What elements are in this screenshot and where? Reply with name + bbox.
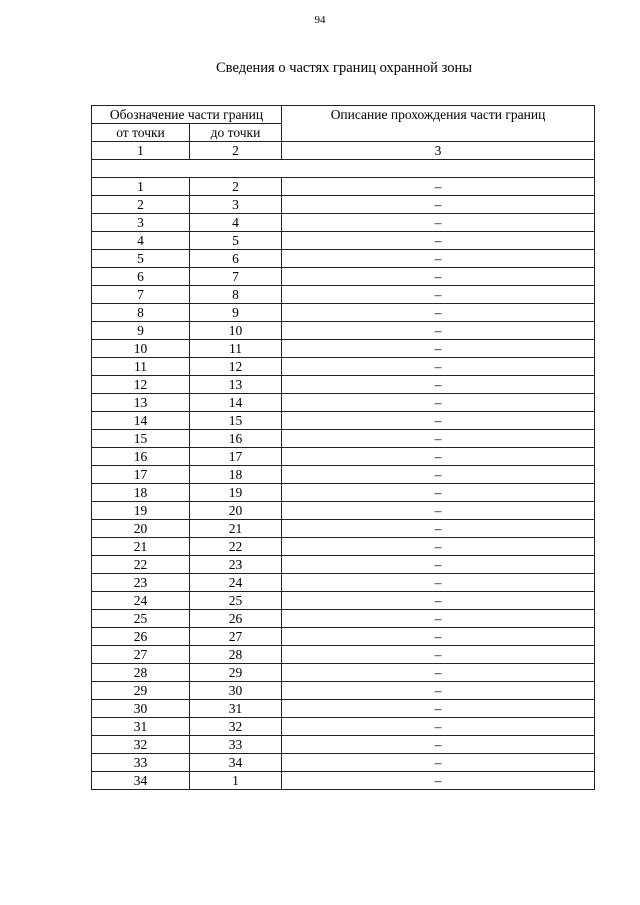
description-cell: – [282, 466, 595, 484]
to-point-cell: 24 [190, 574, 282, 592]
description-cell: – [282, 628, 595, 646]
description-cell: – [282, 250, 595, 268]
table-row [92, 376, 595, 394]
description-cell: – [282, 772, 595, 790]
to-point-cell: 34 [190, 754, 282, 772]
from-point-cell: 4 [92, 232, 190, 250]
description-cell: – [282, 178, 595, 196]
from-point-cell: 13 [92, 394, 190, 412]
from-point-cell: 33 [92, 754, 190, 772]
table-row [92, 304, 595, 322]
to-point-cell: 21 [190, 520, 282, 538]
to-point-cell: 16 [190, 430, 282, 448]
table-row [92, 394, 595, 412]
to-point-cell: 15 [190, 412, 282, 430]
column-number-3: 3 [282, 142, 595, 160]
from-point-cell: 2 [92, 196, 190, 214]
boundary-parts-table [91, 105, 595, 790]
to-point-cell: 25 [190, 592, 282, 610]
to-point-cell: 26 [190, 610, 282, 628]
to-point-cell: 23 [190, 556, 282, 574]
from-point-cell: 7 [92, 286, 190, 304]
header-boundary-designation: Обозначение части границ [92, 106, 282, 124]
to-point-cell: 31 [190, 700, 282, 718]
table-row [92, 340, 595, 358]
table-header-row-group [92, 106, 595, 124]
description-cell: – [282, 574, 595, 592]
to-point-cell: 29 [190, 664, 282, 682]
from-point-cell: 16 [92, 448, 190, 466]
table-row [92, 322, 595, 340]
from-point-cell: 32 [92, 736, 190, 754]
to-point-cell: 12 [190, 358, 282, 376]
table-row [92, 412, 595, 430]
column-numbers-row [92, 142, 595, 160]
to-point-cell: 20 [190, 502, 282, 520]
table-row [92, 448, 595, 466]
to-point-cell: 10 [190, 322, 282, 340]
from-point-cell: 6 [92, 268, 190, 286]
from-point-cell: 9 [92, 322, 190, 340]
description-cell: – [282, 412, 595, 430]
table-body [92, 178, 595, 790]
description-cell: – [282, 592, 595, 610]
from-point-cell: 34 [92, 772, 190, 790]
table-row [92, 502, 595, 520]
description-cell: – [282, 196, 595, 214]
table-row [92, 538, 595, 556]
to-point-cell: 18 [190, 466, 282, 484]
to-point-cell: 17 [190, 448, 282, 466]
description-cell: – [282, 304, 595, 322]
from-point-cell: 22 [92, 556, 190, 574]
to-point-cell: 8 [190, 286, 282, 304]
table-row [92, 520, 595, 538]
description-cell: – [282, 340, 595, 358]
table-row [92, 214, 595, 232]
table-row [92, 556, 595, 574]
to-point-cell: 13 [190, 376, 282, 394]
to-point-cell: 32 [190, 718, 282, 736]
table-row [92, 646, 595, 664]
description-cell: – [282, 646, 595, 664]
description-cell: – [282, 322, 595, 340]
to-point-cell: 28 [190, 646, 282, 664]
document-title: Сведения о частях границ охранной зоны [216, 60, 472, 76]
table-row [92, 178, 595, 196]
column-number-2: 2 [190, 142, 282, 160]
table-row [92, 268, 595, 286]
table-row [92, 484, 595, 502]
description-cell: – [282, 430, 595, 448]
header-description: Описание прохождения части границ [282, 106, 595, 142]
from-point-cell: 19 [92, 502, 190, 520]
header-to-point: до точки [190, 124, 282, 142]
from-point-cell: 21 [92, 538, 190, 556]
section-row [92, 160, 595, 178]
to-point-cell: 4 [190, 214, 282, 232]
to-point-cell: 11 [190, 340, 282, 358]
to-point-cell: 19 [190, 484, 282, 502]
column-number-1: 1 [92, 142, 190, 160]
description-cell: – [282, 556, 595, 574]
from-point-cell: 3 [92, 214, 190, 232]
from-point-cell: 14 [92, 412, 190, 430]
to-point-cell: 7 [190, 268, 282, 286]
table-row [92, 772, 595, 790]
description-cell: – [282, 376, 595, 394]
description-cell: – [282, 358, 595, 376]
from-point-cell: 8 [92, 304, 190, 322]
description-cell: – [282, 448, 595, 466]
description-cell: – [282, 700, 595, 718]
to-point-cell: 1 [190, 772, 282, 790]
table-row [92, 682, 595, 700]
table-row [92, 700, 595, 718]
table-row [92, 628, 595, 646]
description-cell: – [282, 754, 595, 772]
from-point-cell: 25 [92, 610, 190, 628]
description-cell: – [282, 484, 595, 502]
description-cell: – [282, 520, 595, 538]
description-cell: – [282, 268, 595, 286]
table-row [92, 232, 595, 250]
from-point-cell: 17 [92, 466, 190, 484]
from-point-cell: 27 [92, 646, 190, 664]
table-row [92, 196, 595, 214]
table-row [92, 250, 595, 268]
from-point-cell: 26 [92, 628, 190, 646]
from-point-cell: 30 [92, 700, 190, 718]
page-number: 94 [314, 14, 326, 26]
to-point-cell: 22 [190, 538, 282, 556]
from-point-cell: 5 [92, 250, 190, 268]
table-row [92, 736, 595, 754]
from-point-cell: 1 [92, 178, 190, 196]
table-row [92, 592, 595, 610]
table-row [92, 430, 595, 448]
from-point-cell: 18 [92, 484, 190, 502]
to-point-cell: 27 [190, 628, 282, 646]
description-cell: – [282, 286, 595, 304]
to-point-cell: 9 [190, 304, 282, 322]
from-point-cell: 24 [92, 592, 190, 610]
from-point-cell: 31 [92, 718, 190, 736]
from-point-cell: 29 [92, 682, 190, 700]
to-point-cell: 3 [190, 196, 282, 214]
from-point-cell: 10 [92, 340, 190, 358]
table-row [92, 574, 595, 592]
to-point-cell: 5 [190, 232, 282, 250]
table-row [92, 664, 595, 682]
table-row [92, 358, 595, 376]
from-point-cell: 23 [92, 574, 190, 592]
table-row [92, 754, 595, 772]
to-point-cell: 2 [190, 178, 282, 196]
from-point-cell: 11 [92, 358, 190, 376]
description-cell: – [282, 538, 595, 556]
description-cell: – [282, 232, 595, 250]
to-point-cell: 6 [190, 250, 282, 268]
description-cell: – [282, 214, 595, 232]
to-point-cell: 30 [190, 682, 282, 700]
description-cell: – [282, 682, 595, 700]
section-label [92, 160, 595, 178]
to-point-cell: 33 [190, 736, 282, 754]
from-point-cell: 15 [92, 430, 190, 448]
description-cell: – [282, 610, 595, 628]
description-cell: – [282, 664, 595, 682]
table-row [92, 286, 595, 304]
table-row [92, 718, 595, 736]
description-cell: – [282, 736, 595, 754]
header-from-point: от точки [92, 124, 190, 142]
description-cell: – [282, 718, 595, 736]
description-cell: – [282, 394, 595, 412]
from-point-cell: 28 [92, 664, 190, 682]
from-point-cell: 12 [92, 376, 190, 394]
table-row [92, 610, 595, 628]
to-point-cell: 14 [190, 394, 282, 412]
from-point-cell: 20 [92, 520, 190, 538]
table-row [92, 466, 595, 484]
description-cell: – [282, 502, 595, 520]
